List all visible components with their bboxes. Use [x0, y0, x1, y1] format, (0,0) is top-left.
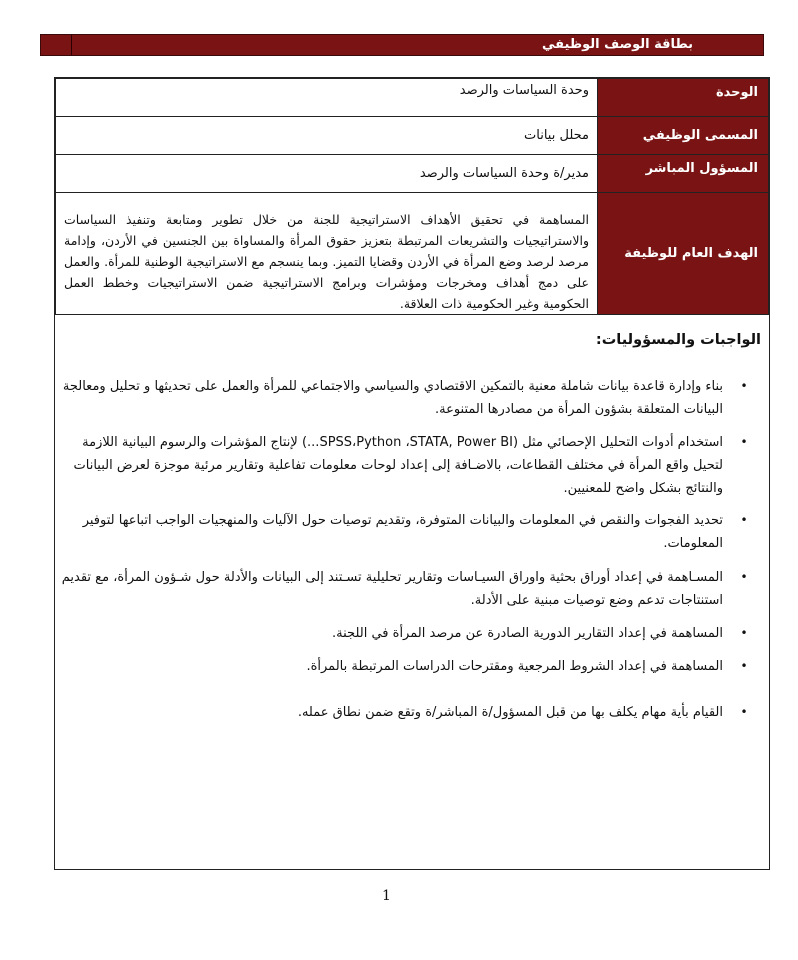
bullet-icon: • — [740, 379, 748, 393]
job-title-label: المسمى الوظيفي — [598, 117, 769, 155]
page-title: بطاقة الوصف الوظيفي — [542, 37, 693, 52]
list-item — [61, 509, 751, 555]
list-item — [61, 566, 751, 612]
table-row — [56, 79, 769, 117]
header-bar — [40, 34, 764, 56]
page-number: 1 — [382, 888, 391, 904]
bullet-icon: • — [740, 513, 748, 527]
bullet-icon: • — [740, 435, 748, 449]
list-item — [61, 375, 751, 421]
job-goal-value: المساهمة في تحقيق الأهداف الاستراتيجية للجنة من خلال تطوير ومتابعة وتنفيذ السياسات والاستراتيجيات والتشريعات المرتبطة بتعزيز حقوق المرأة والمساواة بين الجنسين في الأردن، وإدامة مرصد لرصد وضع المرأة في الأردن وقضايا التميز. وبما ينسجم مع الاستراتيجية الوطنية للمرأة. والعمل على دمج أهداف ومخرجات ومؤشرات وبرامج الاستراتيجية ضمن الاستراتيجيات وخطط العمل الحكومية وغير الحكومية ذات العلاقة. — [56, 193, 598, 315]
bullet-icon: • — [740, 626, 748, 640]
bullet-icon: • — [740, 570, 748, 584]
header-divider — [71, 35, 72, 55]
table-row — [56, 193, 769, 315]
unit-value: وحدة السياسات والرصد — [56, 79, 598, 117]
list-item — [61, 655, 751, 678]
list-item — [61, 622, 751, 645]
direct-manager-value: مدير/ة وحدة السياسات والرصد — [56, 155, 598, 193]
job-description-box — [54, 77, 770, 870]
bullet-icon: • — [740, 705, 748, 719]
info-table — [55, 78, 769, 315]
unit-label: الوحدة — [598, 79, 769, 117]
duty-text: المساهمة في إعداد الشروط المرجعية ومقترحات الدراسات المرتبطة بالمرأة. — [306, 659, 723, 674]
job-title-value: محلل بيانات — [56, 117, 598, 155]
duty-text: استخدام أدوات التحليل الإحصائي مثل (SPSS،Python ،STATA, Power BI...) لإنتاج المؤشرات والرسوم البيانية اللازمة لتحيل واقع المرأة في مختلف القطاعات، بالاضـافة إلى إعداد لوحات معلومات تفاعلية وتقارير مرئية موجزة لعرض البيانات والنتائج بشكل واضح للمعنيين. — [73, 435, 723, 496]
list-item — [61, 701, 751, 724]
duty-text: تحديد الفجوات والنقص في المعلومات والبيانات المتوفرة، وتقديم توصيات حول الآليات والمنهجيات الواجب اتباعها لتوفير المعلومات. — [82, 513, 723, 551]
duty-text: المساهمة في إعداد التقارير الدورية الصادرة عن مرصد المرأة في اللجنة. — [332, 626, 723, 641]
table-row — [56, 117, 769, 155]
duty-text: المسـاهمة في إعداد أوراق بحثية واوراق السيـاسات وتقارير تحليلية تسـتند إلى البيانات والأدلة حول شـؤون المرأة، مع تقديم استنتاجات تدعم وضع توصيات مبنية على الأدلة. — [61, 570, 723, 608]
table-row — [56, 155, 769, 193]
duty-text: القيام بأية مهام يكلف بها من قبل المسؤول/ة المباشر/ة وتقع ضمن نطاق عمله. — [297, 705, 723, 720]
duties-heading: الواجبات والمسؤوليات: — [595, 332, 761, 348]
bullet-icon: • — [740, 659, 748, 673]
duty-text: بناء وإدارة قاعدة بيانات شاملة معنية بالتمكين الاقتصادي والسياسي والاجتماعي للمرأة والعمل على تحديثها و تحليل ومعالجة البيانات المتعلقة بشؤون المرأة من مصادرها المتنوعة. — [62, 379, 723, 417]
direct-manager-label: المسؤول المباشر — [598, 155, 769, 193]
job-goal-label: الهدف العام للوظيفة — [598, 193, 769, 315]
list-item — [61, 431, 751, 500]
